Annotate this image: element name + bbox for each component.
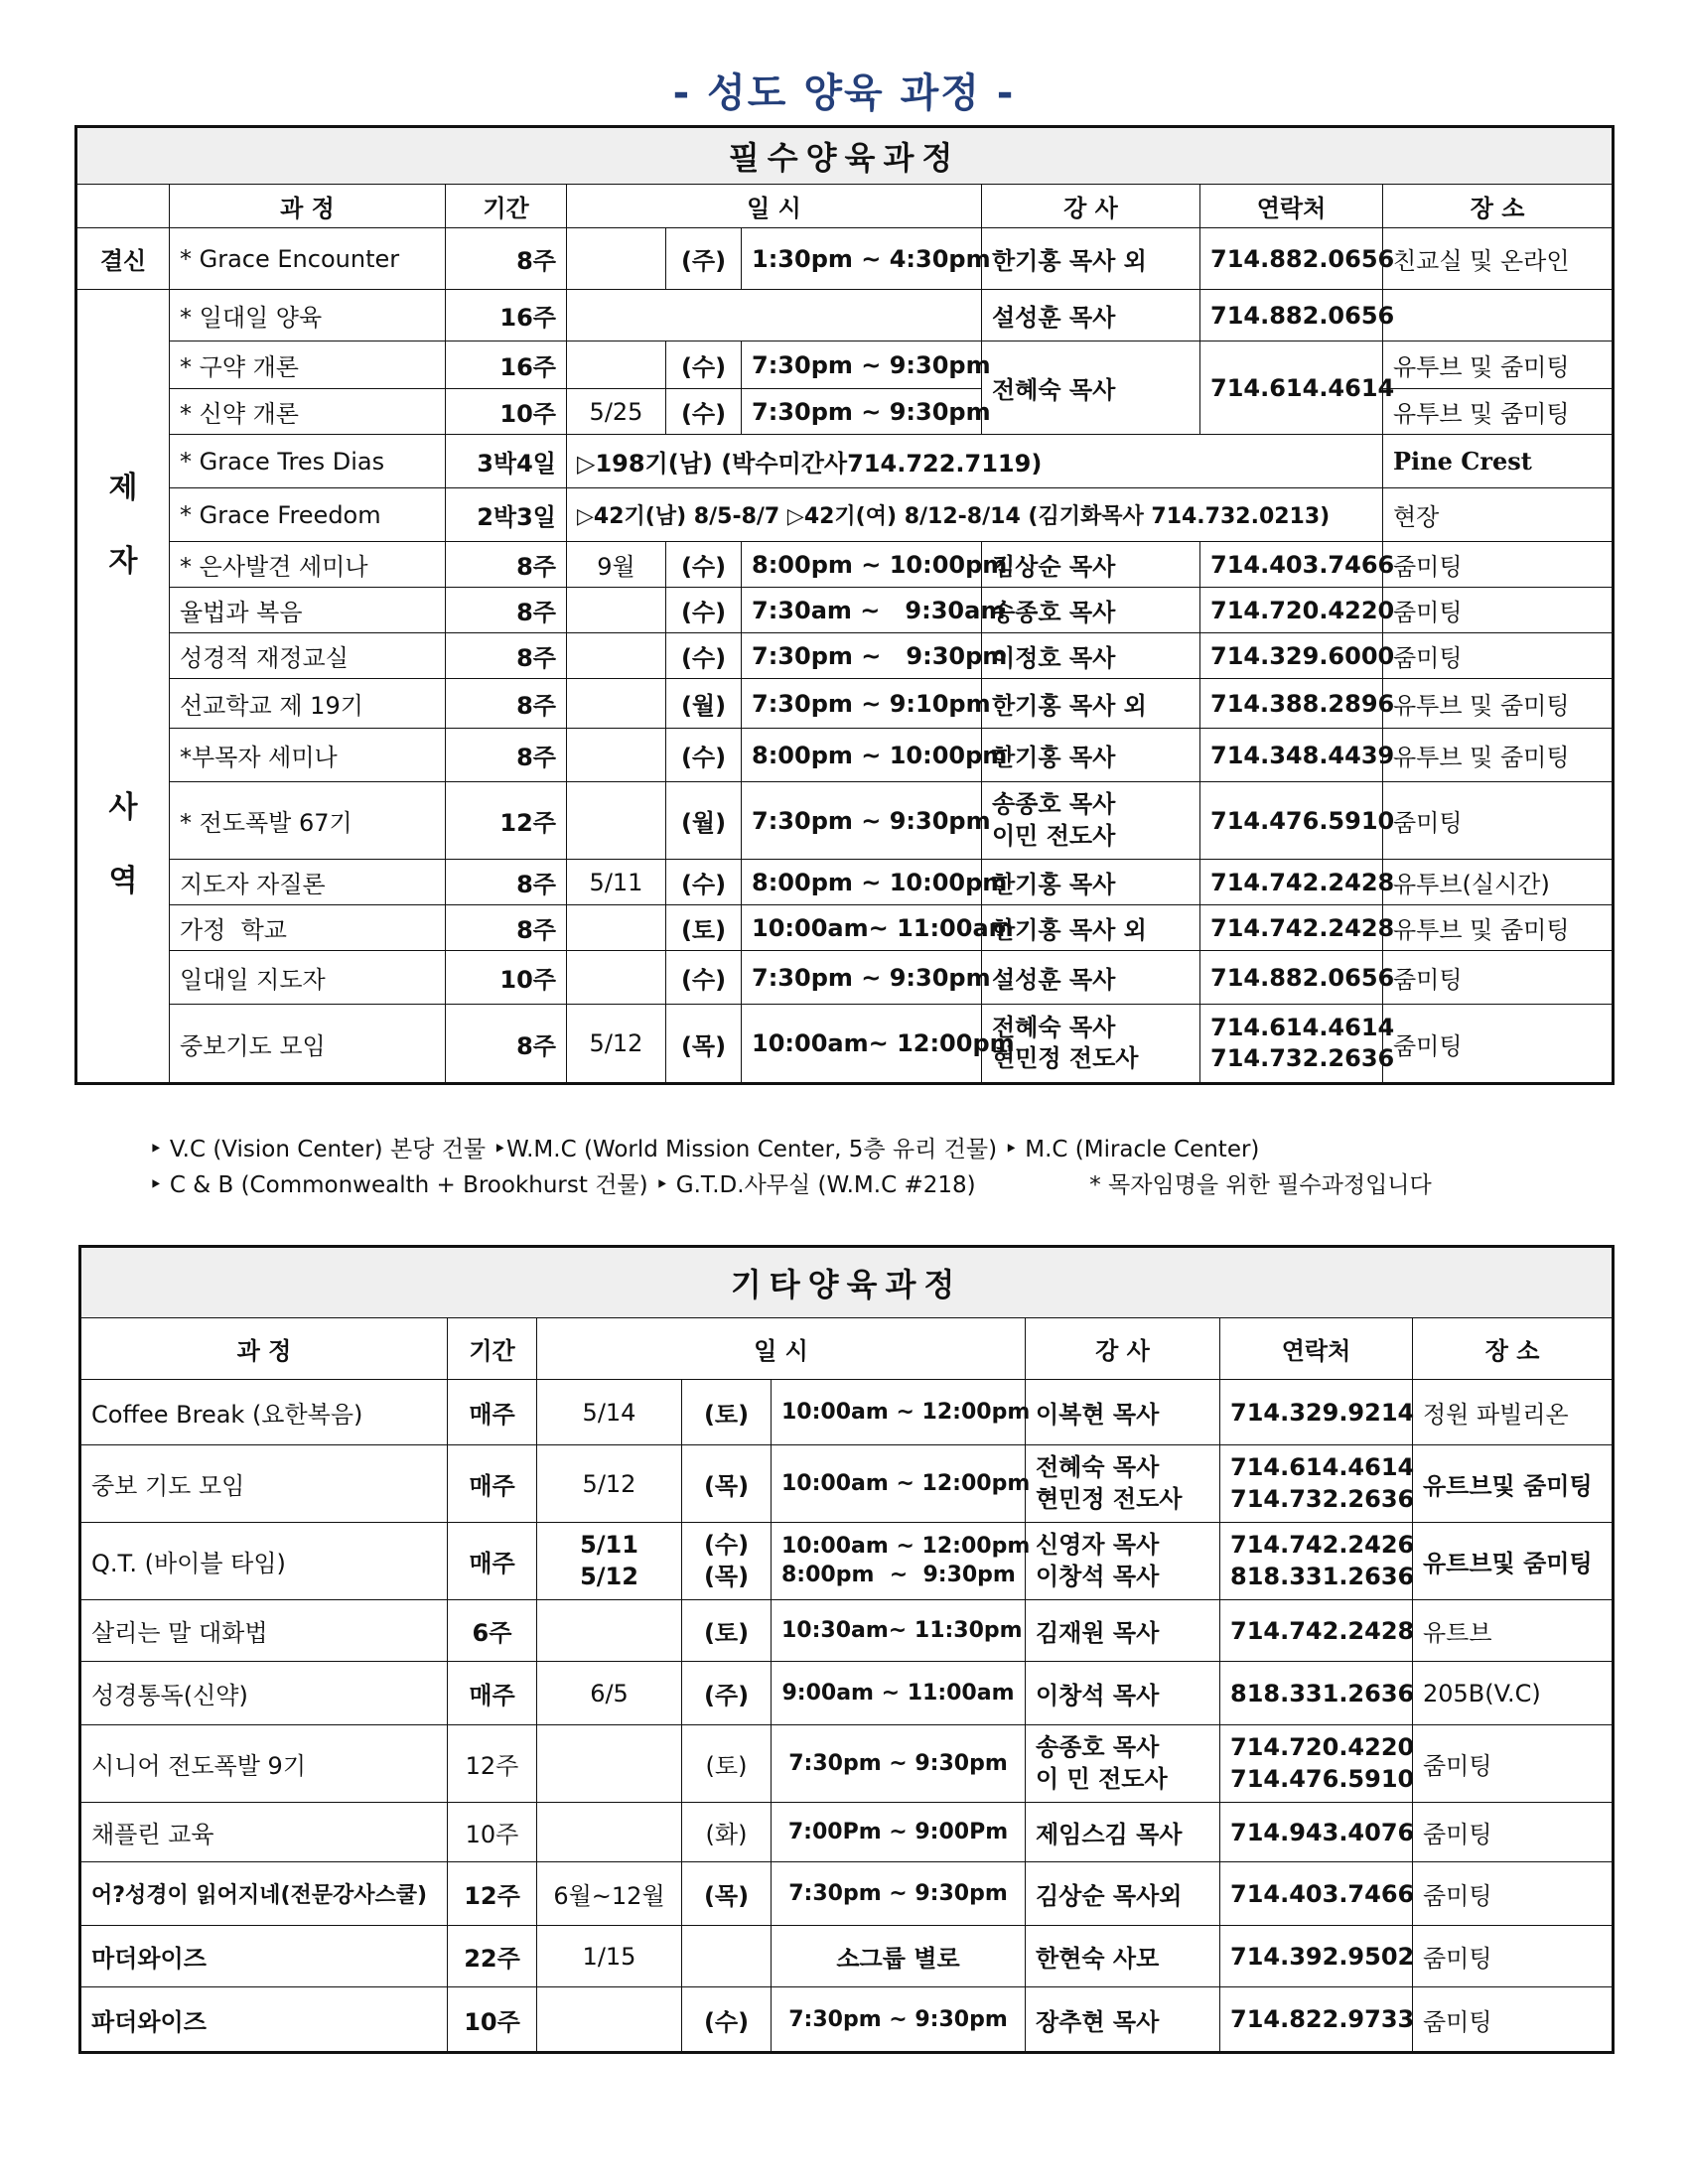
- course-cell: 일대일 지도자: [170, 951, 446, 1005]
- course-cell: 시니어 전도폭발 9기: [80, 1725, 448, 1803]
- time-cell: 10:30am~ 11:30pm: [772, 1600, 1026, 1662]
- date-cell: [567, 341, 666, 389]
- course-cell: 가정 학교: [170, 905, 446, 951]
- contact-number: 818.331.2636: [1230, 1562, 1415, 1590]
- date-cell: 6/5: [537, 1662, 682, 1725]
- period-cell: 16주: [446, 341, 567, 389]
- contact-cell: [1220, 1523, 1413, 1600]
- date-cell: [537, 1523, 682, 1600]
- course-cell: * 신약 개론: [170, 389, 446, 435]
- contact-cell: 714.882.0656: [1200, 290, 1383, 341]
- teacher-cell: 전혜숙 목사: [982, 341, 1200, 435]
- course-cell: * Grace Tres Dias: [170, 435, 446, 488]
- date-cell: 5/12: [567, 1005, 666, 1084]
- table-header-row: [76, 185, 1614, 228]
- contact-cell: 714.943.4076: [1220, 1803, 1413, 1862]
- place-cell: 줌미팅: [1383, 782, 1614, 860]
- teacher-cell: [982, 782, 1200, 860]
- date-cell: [567, 679, 666, 729]
- date-value: 5/11: [580, 1531, 638, 1560]
- time-cell: 7:00Pm ~ 9:00Pm: [772, 1803, 1026, 1862]
- period-cell: 8주: [446, 228, 567, 290]
- contact-cell: [1200, 1005, 1395, 1084]
- time-value: 10:00am ~ 12:00pm: [781, 1533, 1031, 1559]
- period-cell: 8주: [446, 542, 567, 588]
- place-cell: 유투브(실시간): [1383, 860, 1614, 905]
- day-cell: (주): [666, 228, 742, 290]
- contact-cell: 714.403.7466: [1220, 1862, 1413, 1926]
- course-cell: * Grace Encounter: [170, 228, 446, 290]
- course-cell: 성경적 재정교실: [170, 633, 446, 679]
- contact-cell: 818.331.2636: [1220, 1662, 1413, 1725]
- teacher-cell: [1026, 1523, 1220, 1600]
- time-cell: 10:00am~ 11:00am: [742, 905, 982, 951]
- teacher-name: 전혜숙 목사: [992, 1013, 1116, 1041]
- place-cell: 205B(V.C): [1413, 1662, 1614, 1725]
- period-cell: 8주: [446, 633, 567, 679]
- date-cell: [537, 1725, 682, 1803]
- category-char: 역: [108, 864, 138, 898]
- header-contact: 연락처: [1220, 1318, 1413, 1380]
- teacher-cell: 이복현 목사: [1026, 1380, 1220, 1445]
- category-label: 결신: [76, 228, 170, 290]
- time-cell: 7:30pm ~ 9:30pm: [742, 633, 982, 679]
- course-cell: 파더와이즈: [80, 1987, 448, 2053]
- header-course: 과 정: [80, 1318, 448, 1380]
- teacher-cell: 한기홍 목사 외: [982, 905, 1200, 951]
- table-row: [76, 729, 1614, 782]
- teacher-name: 송종호 목사: [1036, 1733, 1160, 1762]
- category-char: 제: [108, 471, 138, 505]
- teacher-cell: 장추현 목사: [1026, 1987, 1220, 2053]
- place-cell: 줌미팅: [1413, 1725, 1614, 1803]
- day-cell: [682, 1523, 772, 1600]
- date-cell: [567, 228, 666, 290]
- place-cell: 유트브및 줌미팅: [1413, 1523, 1614, 1600]
- course-cell: 중보 기도 모임: [80, 1445, 448, 1523]
- teacher-cell: 송종호 목사: [982, 588, 1200, 633]
- table-row: [80, 1523, 1614, 1600]
- date-cell: [537, 1600, 682, 1662]
- teacher-cell: 한현숙 사모: [1026, 1926, 1220, 1987]
- day-cell: (주): [682, 1662, 772, 1725]
- place-cell: 줌미팅: [1413, 1803, 1614, 1862]
- contact-cell: 714.720.4220: [1200, 588, 1383, 633]
- contact-number: 714.476.5910: [1230, 1764, 1415, 1793]
- period-cell: 매주: [448, 1662, 537, 1725]
- date-cell: [567, 905, 666, 951]
- contact-cell: 714.882.0656: [1200, 951, 1383, 1005]
- date-cell: 5/25: [567, 389, 666, 435]
- teacher-cell: 이정호 목사: [982, 633, 1200, 679]
- place-cell: 정원 파빌리온: [1413, 1380, 1614, 1445]
- teacher-cell: 김상순 목사: [982, 542, 1200, 588]
- time-cell: 7:30pm ~ 9:30pm: [772, 1725, 1026, 1803]
- notes-line-left: ‣ C & B (Commonwealth + Brookhurst 건물) ‣ G.T.D.사무실 (W.M.C #218): [149, 1172, 976, 1198]
- contact-number: 714.614.4614: [1230, 1453, 1415, 1482]
- table-row: [76, 290, 1614, 341]
- contact-cell: 714.614.4614: [1200, 341, 1383, 435]
- place-cell: 유트브: [1413, 1600, 1614, 1662]
- teacher-name: 송종호 목사: [992, 790, 1116, 819]
- teacher-cell: [982, 1005, 1200, 1084]
- contact-cell: [1220, 1725, 1413, 1803]
- table-row: [76, 905, 1614, 951]
- teacher-cell: 김재원 목사: [1026, 1600, 1220, 1662]
- contact-cell: 714.742.2428: [1200, 860, 1383, 905]
- notes-line: [149, 1167, 1432, 1203]
- header-course: 과 정: [170, 185, 446, 228]
- teacher-cell: 설성훈 목사: [982, 951, 1200, 1005]
- date-cell: [537, 1987, 682, 2053]
- date-cell: 9월: [567, 542, 666, 588]
- contact-cell: 714.329.9214: [1220, 1380, 1413, 1445]
- period-cell: 12주: [448, 1725, 537, 1803]
- teacher-cell: 한기홍 목사 외: [982, 679, 1200, 729]
- time-cell: 7:30pm ~ 9:30pm: [742, 389, 982, 435]
- day-cell: (월): [666, 782, 742, 860]
- period-cell: 12주: [448, 1862, 537, 1926]
- course-cell: * 은사발견 세미나: [170, 542, 446, 588]
- place-cell: 줌미팅: [1383, 542, 1614, 588]
- day-cell: (화): [682, 1803, 772, 1862]
- day-cell: (수): [666, 542, 742, 588]
- period-cell: 매주: [448, 1380, 537, 1445]
- place-cell: 유투브 및 줌미팅: [1383, 905, 1614, 951]
- course-cell: 율법과 복음: [170, 588, 446, 633]
- teacher-cell: 제임스김 목사: [1026, 1803, 1220, 1862]
- period-cell: 2박3일: [446, 488, 567, 542]
- place-cell: 줌미팅: [1383, 633, 1614, 679]
- period-cell: 10주: [446, 389, 567, 435]
- teacher-cell: 김상순 목사외: [1026, 1862, 1220, 1926]
- teacher-cell: 이창석 목사: [1026, 1662, 1220, 1725]
- time-cell: 8:00pm ~ 10:00pm: [742, 542, 982, 588]
- contact-number: 714.720.4220: [1230, 1733, 1415, 1762]
- day-cell: (월): [666, 679, 742, 729]
- contact-number: 714.732.2636: [1210, 1044, 1395, 1072]
- course-cell: 선교학교 제 19기: [170, 679, 446, 729]
- location-notes: [149, 1132, 1432, 1203]
- table-row: [76, 782, 1614, 860]
- time-cell: 7:30pm ~ 9:30pm: [772, 1987, 1026, 2053]
- period-cell: 12주: [446, 782, 567, 860]
- time-cell: 9:00am ~ 11:00am: [772, 1662, 1026, 1725]
- place-cell: 줌미팅: [1383, 588, 1614, 633]
- time-cell: 10:00am ~ 12:00pm: [772, 1445, 1026, 1523]
- day-cell: (수): [682, 1987, 772, 2053]
- table-row: [76, 633, 1614, 679]
- table-row: [76, 435, 1614, 488]
- period-cell: 10주: [446, 951, 567, 1005]
- period-cell: 8주: [446, 679, 567, 729]
- date-cell: [537, 1803, 682, 1862]
- table-row: [76, 1005, 1614, 1084]
- period-cell: 3박4일: [446, 435, 567, 488]
- table-row: [76, 951, 1614, 1005]
- date-cell: 1/15: [537, 1926, 682, 1987]
- date-cell: [567, 729, 666, 782]
- place-cell: 유트브및 줌미팅: [1413, 1445, 1614, 1523]
- table-row: [76, 542, 1614, 588]
- header-teacher: 강 사: [982, 185, 1200, 228]
- date-cell: [567, 782, 666, 860]
- day-cell: (토): [682, 1380, 772, 1445]
- course-cell: * 일대일 양육: [170, 290, 446, 341]
- course-cell: Q.T. (바이블 타임): [80, 1523, 448, 1600]
- period-cell: 10주: [448, 1803, 537, 1862]
- day-cell: (수): [666, 633, 742, 679]
- contact-cell: 714.822.9733: [1220, 1987, 1413, 2053]
- course-cell: Coffee Break (요한복음): [80, 1380, 448, 1445]
- page-title: - 성도 양육 과정 -: [672, 70, 1016, 116]
- teacher-cell: [1026, 1725, 1220, 1803]
- course-cell: * Grace Freedom: [170, 488, 446, 542]
- other-section-title: 기타양육과정: [80, 1247, 1614, 1318]
- place-cell: 현장: [1383, 488, 1614, 542]
- schedule-note-cell: ▷42기(남) 8/5-8/7 ▷42기(여) 8/12-8/14 (김기화목사 714.732.0213): [567, 488, 1383, 542]
- course-cell: 살리는 말 대화법: [80, 1600, 448, 1662]
- header-place: 장 소: [1413, 1318, 1614, 1380]
- course-cell: *부목자 세미나: [170, 729, 446, 782]
- contact-number: 714.742.2426: [1230, 1531, 1415, 1560]
- time-cell: 8:00pm ~ 10:00pm: [742, 729, 982, 782]
- table-header-row: [80, 1318, 1614, 1380]
- period-cell: 8주: [446, 860, 567, 905]
- course-cell: 성경통독(신약): [80, 1662, 448, 1725]
- time-cell: 7:30pm ~ 9:30pm: [742, 782, 982, 860]
- table-row: [80, 1803, 1614, 1862]
- table-row: [80, 1926, 1614, 1987]
- day-cell: (토): [682, 1725, 772, 1803]
- day-cell: (목): [666, 1005, 742, 1084]
- date-value: 5/12: [580, 1562, 638, 1590]
- teacher-name: 현민정 전도사: [1036, 1484, 1183, 1513]
- period-cell: 8주: [446, 729, 567, 782]
- teacher-name: 전혜숙 목사: [1036, 1453, 1160, 1482]
- date-cell: [567, 588, 666, 633]
- date-cell: 5/11: [567, 860, 666, 905]
- place-cell: 줌미팅: [1413, 1926, 1614, 1987]
- contact-number: 714.614.4614: [1210, 1013, 1395, 1041]
- category-discipleship: [76, 290, 170, 1084]
- contact-cell: 714.329.6000: [1200, 633, 1383, 679]
- contact-cell: 714.882.0656: [1200, 228, 1383, 290]
- table-row: [76, 679, 1614, 729]
- required-courses-table: [74, 125, 1615, 1085]
- table-row: [80, 1600, 1614, 1662]
- period-cell: 8주: [446, 1005, 567, 1084]
- period-cell: 10주: [448, 1987, 537, 2053]
- other-courses-table: [78, 1245, 1615, 2054]
- table-row: [76, 228, 1614, 290]
- table-row: [80, 1987, 1614, 2053]
- teacher-name: 현민정 전도사: [992, 1044, 1139, 1072]
- table-row: [80, 1445, 1614, 1523]
- time-cell: 7:30pm ~ 9:10pm: [742, 679, 982, 729]
- teacher-name: 이 민 전도사: [1036, 1764, 1168, 1793]
- table-row: [76, 588, 1614, 633]
- header-datetime: 일 시: [567, 185, 982, 228]
- time-cell: 10:00am ~ 12:00pm: [772, 1380, 1026, 1445]
- contact-number: 714.732.2636: [1230, 1484, 1415, 1513]
- place-cell: Pine Crest: [1383, 435, 1614, 488]
- day-cell: (수): [666, 341, 742, 389]
- day-value: (수): [703, 1531, 750, 1560]
- contact-cell: 714.388.2896: [1200, 679, 1383, 729]
- place-cell: 유투브 및 줌미팅: [1383, 341, 1614, 389]
- time-cell: 10:00am~ 12:00pm: [742, 1005, 982, 1084]
- table-row: [80, 1862, 1614, 1926]
- header-datetime: 일 시: [537, 1318, 1026, 1380]
- contact-cell: 714.348.4439: [1200, 729, 1383, 782]
- header-place: 장 소: [1383, 185, 1614, 228]
- period-cell: 6주: [448, 1600, 537, 1662]
- place-cell: 유투브 및 줌미팅: [1383, 729, 1614, 782]
- teacher-cell: [1026, 1445, 1220, 1523]
- period-cell: 22주: [448, 1926, 537, 1987]
- teacher-name: 신영자 목사: [1036, 1531, 1160, 1560]
- period-cell: 8주: [446, 588, 567, 633]
- teacher-cell: 한기홍 목사 외: [982, 228, 1200, 290]
- teacher-name: 이민 전도사: [992, 821, 1116, 850]
- day-cell: (목): [682, 1445, 772, 1523]
- course-cell: 중보기도 모임: [170, 1005, 446, 1084]
- date-cell: 5/12: [537, 1445, 682, 1523]
- period-cell: 매주: [448, 1523, 537, 1600]
- required-section-title: 필수양육과정: [76, 127, 1614, 185]
- schedule-note-cell: ▷198기(남) (박수미간사714.722.7119): [567, 435, 1383, 488]
- day-cell: (수): [666, 389, 742, 435]
- course-cell: 채플린 교육: [80, 1803, 448, 1862]
- period-cell: 매주: [448, 1445, 537, 1523]
- course-cell: * 전도폭발 67기: [170, 782, 446, 860]
- day-cell: [682, 1926, 772, 1987]
- category-char: 사: [108, 790, 138, 825]
- course-cell: 지도자 자질론: [170, 860, 446, 905]
- table-row: [80, 1662, 1614, 1725]
- time-cell: 1:30pm ~ 4:30pm: [742, 228, 982, 290]
- time-cell: [772, 1523, 1031, 1600]
- period-cell: 16주: [446, 290, 567, 341]
- day-value: (목): [703, 1562, 750, 1590]
- teacher-cell: 설성훈 목사: [982, 290, 1200, 341]
- place-cell: [1383, 290, 1614, 341]
- contact-cell: 714.742.2428: [1200, 905, 1383, 951]
- time-cell: 7:30am ~ 9:30am: [742, 588, 982, 633]
- category-char: 자: [108, 544, 138, 579]
- contact-cell: [1220, 1445, 1413, 1523]
- day-cell: (목): [682, 1862, 772, 1926]
- teacher-name: 이창석 목사: [1036, 1562, 1160, 1590]
- place-cell: 유투브 및 줌미팅: [1383, 679, 1614, 729]
- contact-cell: 714.403.7466: [1200, 542, 1383, 588]
- place-cell: 줌미팅: [1413, 1987, 1614, 2053]
- time-cell: 7:30pm ~ 9:30pm: [742, 951, 982, 1005]
- header-period: 기간: [448, 1318, 537, 1380]
- header-period: 기간: [446, 185, 567, 228]
- time-cell: 7:30pm ~ 9:30pm: [742, 341, 982, 389]
- contact-cell: 714.742.2428: [1220, 1600, 1413, 1662]
- day-cell: (수): [666, 588, 742, 633]
- place-cell: 줌미팅: [1383, 1005, 1614, 1084]
- contact-cell: 714.476.5910: [1200, 782, 1383, 860]
- day-cell: (수): [666, 860, 742, 905]
- day-cell: (토): [682, 1600, 772, 1662]
- day-cell: (토): [666, 905, 742, 951]
- notes-required-remark: * 목자임명을 위한 필수과정입니다: [1089, 1172, 1432, 1198]
- table-row: [80, 1380, 1614, 1445]
- period-cell: 8주: [446, 905, 567, 951]
- time-cell: 8:00pm ~ 10:00pm: [742, 860, 982, 905]
- table-row: [76, 341, 1614, 389]
- datetime-cell: [567, 290, 982, 341]
- date-cell: 5/14: [537, 1380, 682, 1445]
- time-cell: 7:30pm ~ 9:30pm: [772, 1862, 1026, 1926]
- date-cell: [567, 951, 666, 1005]
- course-cell: 마더와이즈: [80, 1926, 448, 1987]
- table-row: [76, 860, 1614, 905]
- teacher-cell: 한기홍 목사: [982, 860, 1200, 905]
- time-value: 8:00pm ~ 9:30pm: [781, 1562, 1016, 1587]
- table-row: [80, 1725, 1614, 1803]
- date-cell: [567, 633, 666, 679]
- course-cell: * 구약 개론: [170, 341, 446, 389]
- contact-cell: 714.392.9502: [1220, 1926, 1413, 1987]
- place-cell: 줌미팅: [1413, 1862, 1614, 1926]
- notes-line: ‣ V.C (Vision Center) 본당 건물 ‣W.M.C (World Mission Center, 5층 유리 건물) ‣ M.C (Miracle Center): [149, 1137, 1260, 1162]
- header-contact: 연락처: [1200, 185, 1383, 228]
- day-cell: (수): [666, 729, 742, 782]
- day-cell: (수): [666, 951, 742, 1005]
- table-row: [76, 488, 1614, 542]
- teacher-cell: 한기홍 목사: [982, 729, 1200, 782]
- place-cell: 줌미팅: [1383, 951, 1614, 1005]
- course-cell: 어?성경이 읽어지네(전문강사스쿨): [80, 1862, 448, 1926]
- place-cell: 친교실 및 온라인: [1383, 228, 1614, 290]
- header-teacher: 강 사: [1026, 1318, 1220, 1380]
- time-cell: 소그룹 별로: [772, 1926, 1026, 1987]
- place-cell: 유투브 및 줌미팅: [1383, 389, 1614, 435]
- date-cell: 6월~12월: [537, 1862, 682, 1926]
